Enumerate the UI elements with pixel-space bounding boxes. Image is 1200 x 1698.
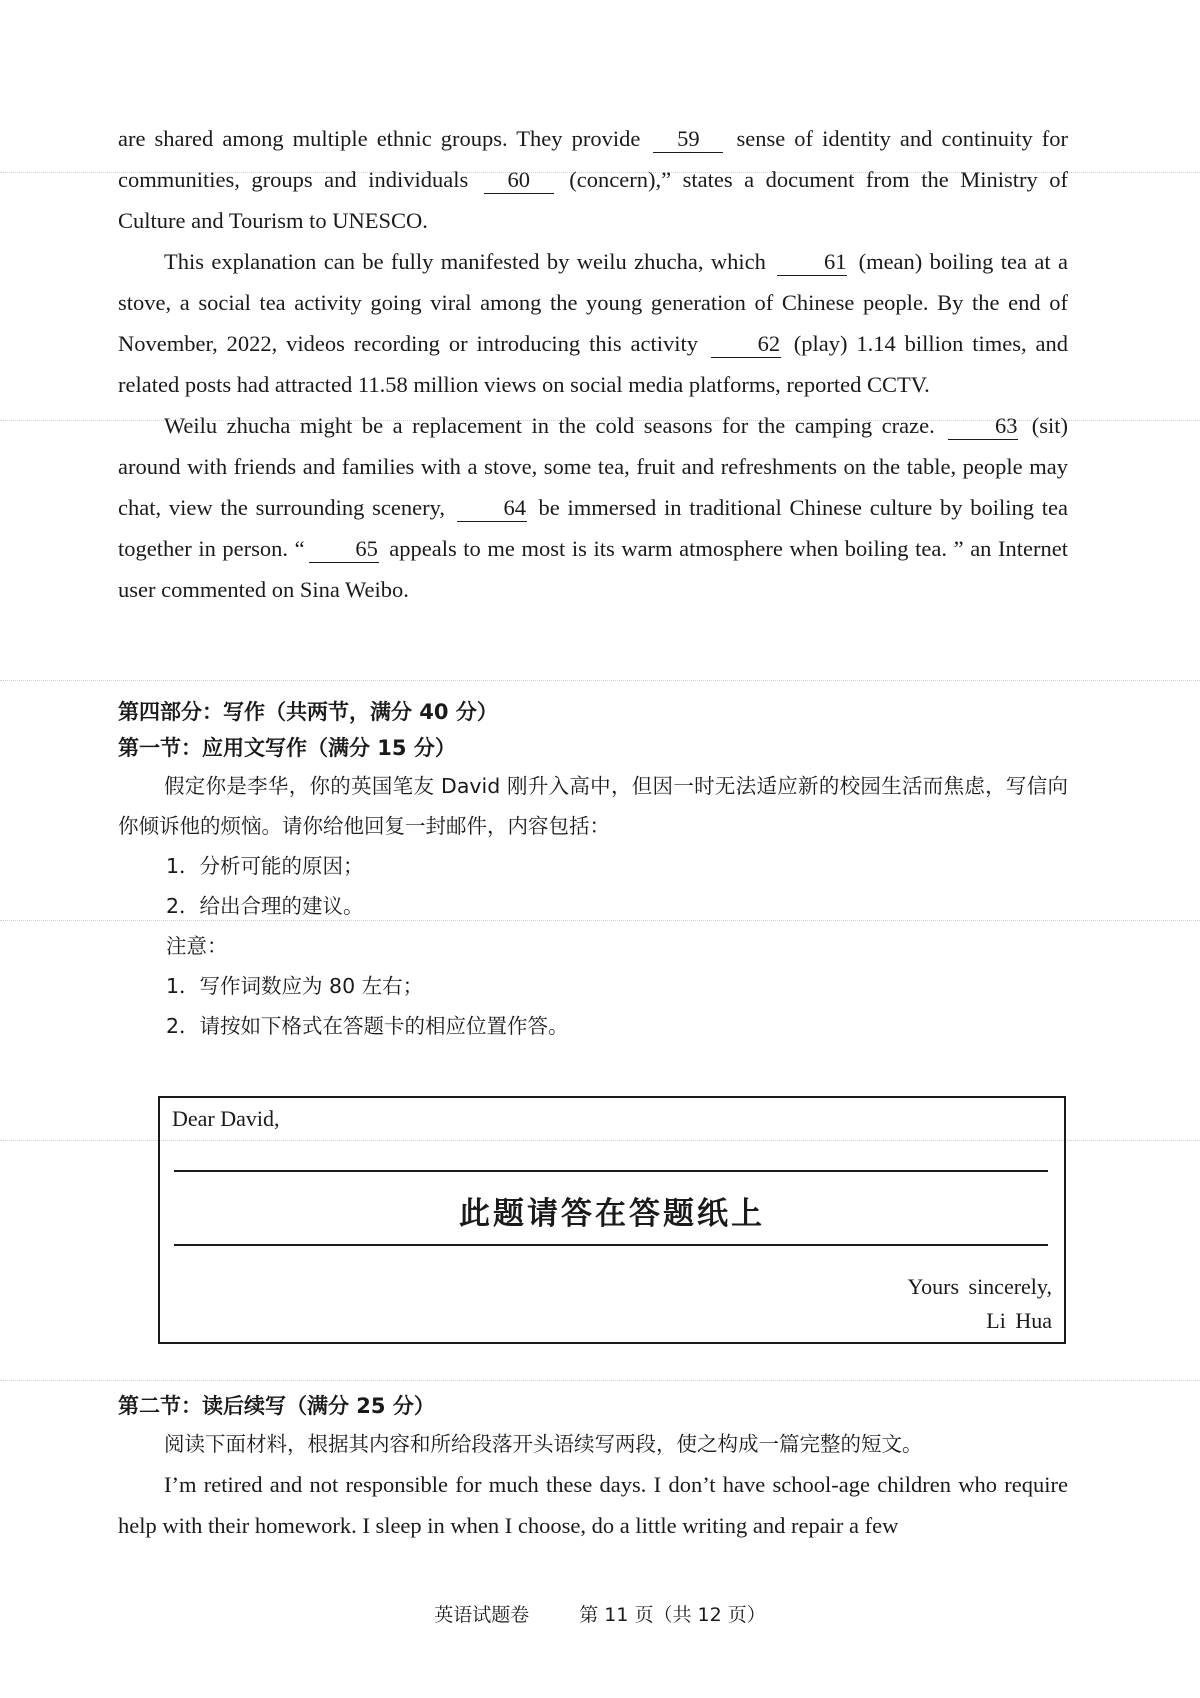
blank-59: 59 bbox=[653, 126, 723, 153]
letter-salutation: Dear David, bbox=[172, 1106, 280, 1131]
letter-format-box bbox=[158, 1096, 1066, 1344]
letter-bottom-rule bbox=[174, 1244, 1048, 1246]
blank-62: 62 bbox=[711, 331, 781, 358]
section1-prompt: 假定你是李华，你的英国笔友 David 刚升入高中，但因一时无法适应新的校园生活而焦虑，写信向你倾诉他的烦恼。请你给他回复一封邮件，内容包括： bbox=[118, 774, 1068, 838]
note-item: 1．写作词数应为 80 左右； bbox=[166, 974, 424, 998]
section1-heading: 第一节：应用文写作（满分 15 分） bbox=[118, 736, 456, 760]
cloze-passage bbox=[118, 118, 1068, 610]
page-footer bbox=[0, 1600, 1200, 1627]
section2-heading: 第二节：读后续写（满分 25 分） bbox=[118, 1394, 435, 1418]
writing-section bbox=[118, 694, 1068, 1046]
footer-page-number: 第 11 页（共 12 页） bbox=[579, 1604, 766, 1626]
note-item: 2．请按如下格式在答题卡的相应位置作答。 bbox=[166, 1014, 569, 1038]
content-item: 2．给出合理的建议。 bbox=[166, 894, 364, 918]
blank-63: 63 bbox=[948, 413, 1018, 440]
part4-heading: 第四部分：写作（共两节，满分 40 分） bbox=[118, 700, 498, 724]
scan-dotted-line bbox=[0, 1380, 1200, 1381]
letter-top-rule bbox=[174, 1170, 1048, 1172]
notes-label: 注意： bbox=[166, 934, 228, 958]
footer-subject: 英语试题卷 bbox=[434, 1604, 530, 1626]
passage-paragraph-3: Weilu zhucha might be a replacement in the cold seasons for the camping craze. 63 (sit) around with friends and families with a stove, some tea, fruit and refreshments on the table, people may chat, view the surrounding scenery, 64 be immersed in traditional Chinese culture by boiling tea together in person. “ 65 appeals to me most is its warm atmosphere when boiling tea. ” an Internet user commented on Sina Weibo. bbox=[118, 413, 1068, 602]
scan-dotted-line bbox=[0, 680, 1200, 681]
blank-61: 61 bbox=[777, 249, 847, 276]
content-item: 1．分析可能的原因； bbox=[166, 854, 364, 878]
section2-passage: I’m retired and not responsible for much these days. I don’t have school-age children who require help with their homework. I sleep in when I choose, do a little writing and repair a few bbox=[118, 1472, 1068, 1538]
passage-paragraph-2: This explanation can be fully manifested by weilu zhucha, which 61 (mean) boiling tea at a stove, a social tea activity going viral among the young generation of Chinese people. By the end of November, 2022, videos recording or introducing this activity 62 (play) 1.14 billion times, and related posts had attracted 11.58 million views on social media platforms, reported CCTV. bbox=[118, 249, 1068, 397]
blank-64: 64 bbox=[457, 495, 527, 522]
blank-60: 60 bbox=[484, 167, 554, 194]
letter-closing: Yours sincerely, bbox=[907, 1274, 1052, 1299]
passage-paragraph-1: are shared among multiple ethnic groups. They provide 59 sense of identity and continuity for communities, groups and individuals 60 (concern),” states a document from the Ministry of Culture and Tourism to UNESCO. bbox=[118, 126, 1069, 233]
answer-on-sheet-note: 此题请答在答题纸上 bbox=[459, 1196, 765, 1232]
section2-prompt: 阅读下面材料，根据其内容和所给段落开头语续写两段，使之构成一篇完整的短文。 bbox=[164, 1432, 923, 1456]
continuation-writing-section bbox=[118, 1388, 1068, 1546]
blank-65: 65 bbox=[309, 536, 379, 563]
letter-signature: Li Hua bbox=[986, 1308, 1052, 1333]
